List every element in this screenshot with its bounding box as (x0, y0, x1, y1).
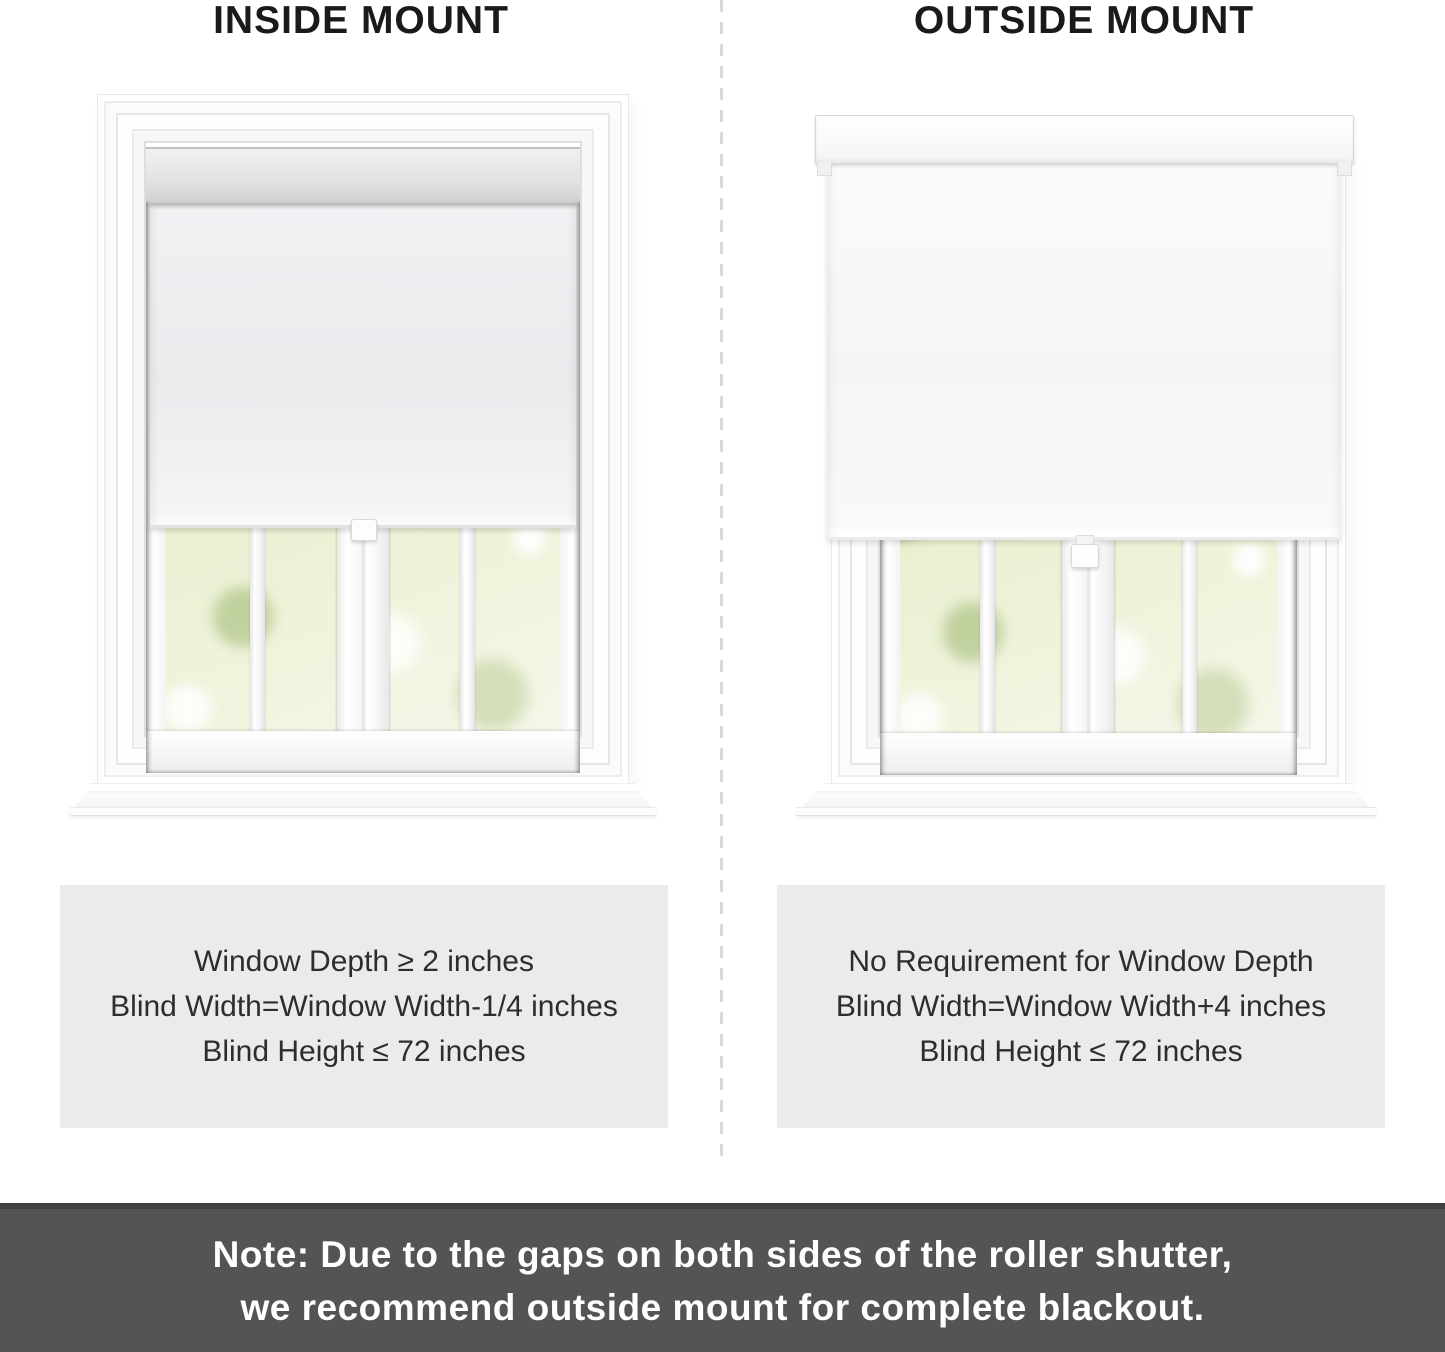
window-sill (74, 791, 652, 808)
window-casing (98, 95, 628, 783)
cassette-end-cap-left (817, 162, 832, 176)
inside-mount-spec-box (60, 885, 668, 1128)
outside-mount-spec-box (777, 885, 1385, 1128)
blind-pull-tab (351, 519, 377, 541)
spec-line: Blind Width=Window Width-1/4 inches (110, 990, 618, 1023)
window-sill-step (824, 783, 1353, 792)
window-sill-step (90, 783, 636, 792)
inside-mount-column (0, 0, 722, 1203)
roller-cassette (146, 147, 580, 205)
roller-blind-fabric (150, 205, 576, 528)
sash-bottom-rail (880, 733, 1297, 775)
spec-line: Blind Height ≤ 72 inches (202, 1035, 526, 1068)
roller-blind-fabric (827, 160, 1341, 540)
outside-mount-title: OUTSIDE MOUNT (913, 0, 1255, 42)
spec-line: No Requirement for Window Depth (848, 945, 1314, 978)
spec-line: Window Depth ≥ 2 inches (194, 945, 534, 978)
roller-cassette (815, 115, 1354, 164)
sash-bottom-rail (146, 731, 580, 773)
note-bar (0, 1203, 1445, 1352)
window-sill-lip (796, 807, 1376, 816)
spec-line: Blind Width=Window Width+4 inches (835, 990, 1327, 1023)
window-sill-lip (70, 807, 656, 816)
blind-pull-tab (1071, 544, 1099, 568)
note-line-1: Note: Due to the gaps on both sides of the roller shutter, (212, 1233, 1233, 1275)
inside-mount-title: INSIDE MOUNT (213, 0, 509, 42)
window-opening (146, 147, 580, 773)
window-sill (802, 791, 1370, 808)
spec-line: Blind Height ≤ 72 inches (919, 1035, 1243, 1068)
outside-mount-column (723, 0, 1445, 1203)
cassette-end-cap-right (1337, 162, 1352, 176)
note-line-2: we recommend outside mount for complete blackout. (240, 1286, 1205, 1328)
